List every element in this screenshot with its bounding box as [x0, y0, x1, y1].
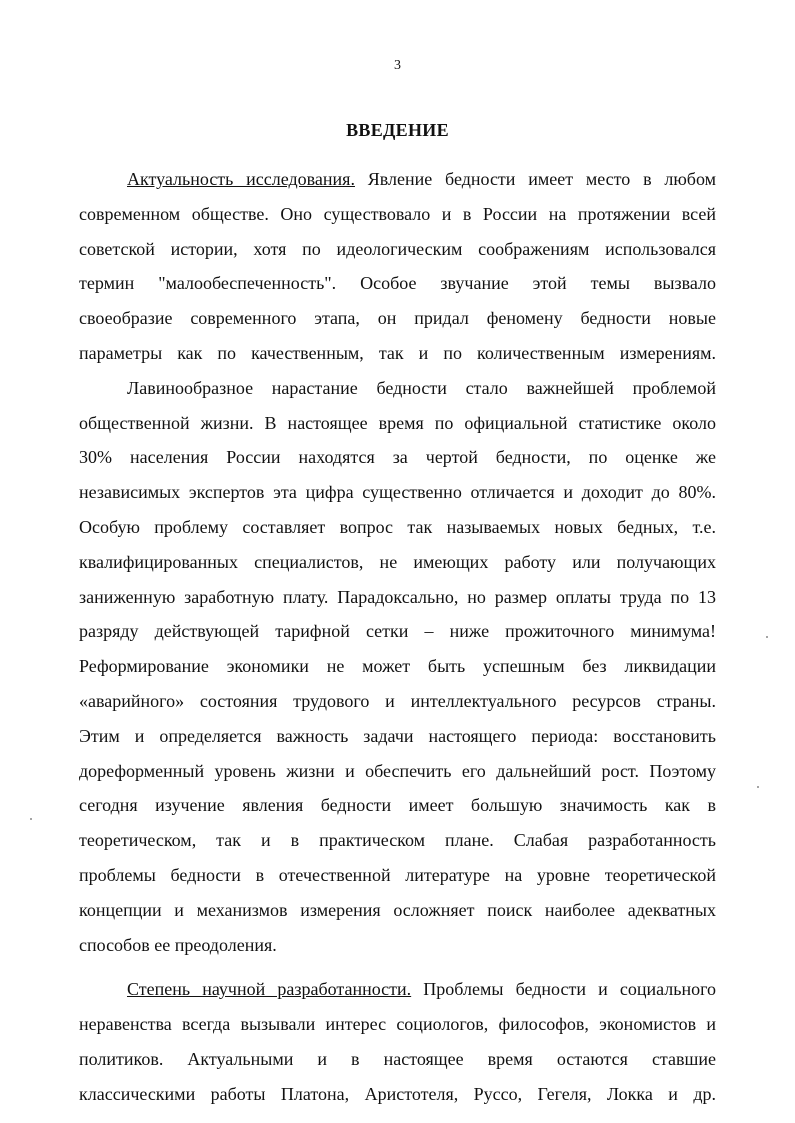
paragraph-2-line-15: проблемы бедности в отечественной литературе на уровне теоретической: [79, 864, 716, 885]
paragraph-1-line-1: [79, 162, 716, 197]
paragraph-text: Проблемы бедности и социального: [411, 979, 716, 1000]
scan-speck: [757, 786, 759, 788]
paragraph-3-line-4: классическими работы Платона, Аристотеля, Руссо, Гегеля, Локка и др.: [79, 1083, 716, 1104]
paragraph-2-line-16: концепции и механизмов измерения осложняет поиск наиболее адекватных: [79, 899, 716, 920]
paragraph-1-line-4: термин "малообеспеченность". Особое звучание этой темы вызвало: [79, 273, 716, 294]
paragraph-2-line-4: независимых экспертов эта цифра существенно отличается и доходит до 80%.: [79, 482, 716, 503]
paragraph-2-line-2: общественной жизни. В настоящее время по официальной статистике около: [79, 412, 716, 433]
paragraph-2-line-13: сегодня изучение явления бедности имеет большую значимость как в: [79, 795, 716, 816]
relevance-heading: Актуальность исследования.: [127, 169, 355, 189]
paragraph-1-line-2: современном обществе. Оно существовало и в России на протяжении всей: [79, 203, 716, 224]
paragraph-2-line-6: квалифицированных специалистов, не имеющих работу или получающих: [79, 551, 716, 572]
page-number: 3: [394, 58, 401, 73]
paragraph-2-line-1: Лавинообразное нарастание бедности стало важнейшей проблемой: [127, 377, 716, 398]
scan-speck: [30, 818, 32, 820]
paragraph-2-line-10: «аварийного» состояния трудового и интеллектуального ресурсов страны.: [79, 690, 716, 711]
paragraph-text: Явление бедности имеет место в любом: [354, 169, 716, 189]
paragraph-2-line-11: Этим и определяется важность задачи настоящего периода: восстановить: [79, 725, 716, 746]
paragraph-1-line-5: своеобразие современного этапа, он придал феномену бедности новые: [79, 308, 716, 329]
paragraph-3-line-2: неравенства всегда вызывали интерес социологов, философов, экономистов и: [79, 1014, 716, 1035]
paragraph-3-line-1: [79, 972, 716, 1007]
scan-speck: [766, 636, 768, 638]
paragraph-2-line-5: Особую проблему составляет вопрос так называемых новых бедных, т.е.: [79, 516, 716, 537]
paragraph-3-line-3: политиков. Актуальными и в настоящее время остаются ставшие: [79, 1048, 716, 1069]
paragraph-2-line-8: разряду действующей тарифной сетки – ниже прожиточного минимума!: [79, 621, 716, 642]
paragraph-1-line-3: советской истории, хотя по идеологическим соображениям использовался: [79, 238, 716, 259]
paragraph-2-line-7: заниженную заработную плату. Парадоксально, но размер оплаты труда по 13: [79, 586, 716, 607]
paragraph-1-line-6: параметры как по качественным, так и по количественным измерениям.: [79, 342, 716, 363]
section-title: ВВЕДЕНИЕ: [346, 120, 449, 140]
paragraph-2-line-17: способов ее преодоления.: [79, 934, 277, 955]
research-degree-heading: Степень научной разработанности.: [127, 979, 412, 1000]
paragraph-2-line-12: дореформенный уровень жизни и обеспечить его дальнейший рост. Поэтому: [79, 760, 716, 781]
paragraph-2-line-9: Реформирование экономики не может быть успешным без ликвидации: [79, 656, 716, 677]
paragraph-2-line-14: теоретическом, так и в практическом плане. Слабая разработанность: [79, 830, 716, 851]
paragraph-2-line-3: 30% населения России находятся за чертой бедности, по оценке же: [79, 447, 716, 468]
document-body: [79, 162, 716, 1112]
paragraph-gap: [79, 962, 716, 972]
